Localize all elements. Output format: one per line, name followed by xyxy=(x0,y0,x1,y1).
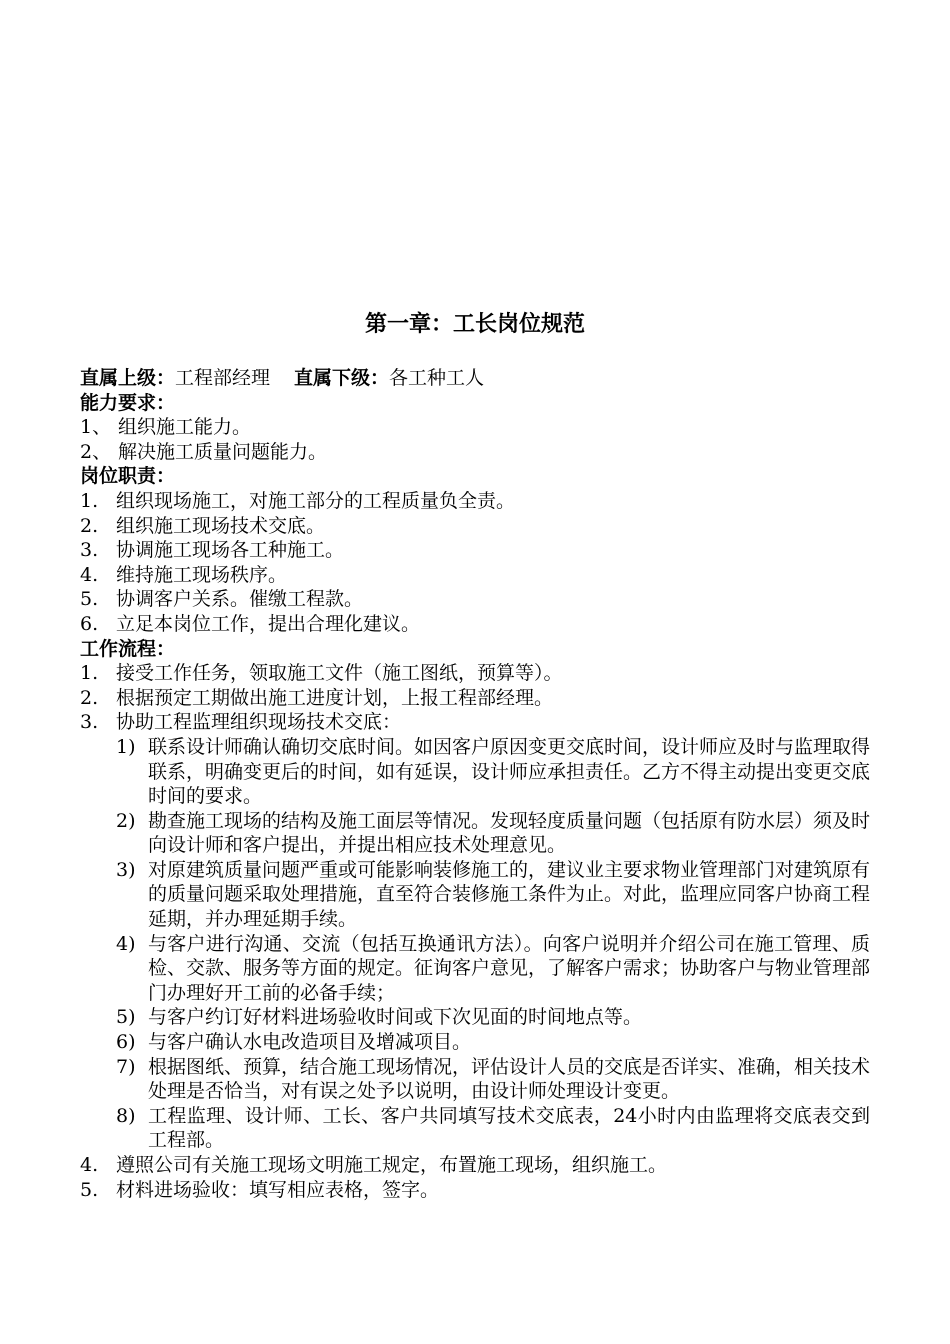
list-item: 2、 解决施工质量问题能力。 xyxy=(80,440,328,463)
page-title: 第一章：工长岗位规范 xyxy=(364,311,585,337)
superior-label: 直属上级： xyxy=(80,367,176,389)
list-item: 2. 根据预定工期做出施工进度计划，上报工程部经理。 xyxy=(80,686,554,709)
sub-list-item: 4) 与客户进行沟通、交流（包括互换通讯方法）。向客户说明并介绍公司在施工管理、质检、交款、服务等方面的规定。征询客户意见，了解客户需求；协助客户与物业管理部门办理好开工前的必备手续； xyxy=(116,932,871,1004)
list-item: 4. 遵照公司有关施工现场文明施工规定，布置施工现场，组织施工。 xyxy=(80,1154,668,1176)
list-item: 5. 材料进场验收：填写相应表格，签字。 xyxy=(80,1178,440,1201)
ability-heading: 能力要求： xyxy=(80,391,176,414)
list-item: 1、 组织施工能力。 xyxy=(80,416,252,439)
sub-list-item: 8) 工程监理、设计师、工长、客户共同填写技术交底表，24小时内由监理将交底表交到工程部。 xyxy=(116,1104,870,1152)
sub-list-item: 3) 对原建筑质量问题严重或可能影响装修施工的，建议业主要求物业管理部门对建筑原有的质量问题采取处理措施，直至符合装修施工条件为止。对此，监理应同客户协商工程延期，并办理延期手续。 xyxy=(116,858,871,931)
subordinate-label: 直属下级： xyxy=(294,367,390,389)
superior-value: 工程部经理 xyxy=(175,367,271,389)
list-item: 3. 协助工程监理组织现场技术交底： xyxy=(80,711,402,734)
sub-list-item: 7) 根据图纸、预算，结合施工现场情况，评估设计人员的交底是否详实、准确，相关技术处理是否恰当，对有误之处予以说明，由设计师处理设计变更。 xyxy=(116,1055,871,1103)
subordinate-value: 各工种工人 xyxy=(389,367,485,389)
list-item: 5. 协调客户关系。催缴工程款。 xyxy=(80,588,364,611)
duties-heading: 岗位职责： xyxy=(80,465,176,488)
list-item: 1. 接受工作任务，领取施工文件（施工图纸，预算等）。 xyxy=(80,662,563,685)
list-item: 6. 立足本岗位工作，提出合理化建议。 xyxy=(80,612,421,635)
list-item: 3. 协调施工现场各工种施工。 xyxy=(80,539,345,562)
list-item: 1. 组织现场施工，对施工部分的工程质量负全责。 xyxy=(80,489,516,512)
list-item: 4. 维持施工现场秩序。 xyxy=(80,563,288,586)
list-item: 2. 组织施工现场技术交底。 xyxy=(80,514,326,537)
sub-list-item: 6) 与客户确认水电改造项目及增减项目。 xyxy=(116,1031,472,1054)
sub-list-item: 1) 联系设计师确认确切交底时间。如因客户原因变更交底时间，设计师应及时与监理取得联系，明确变更后的时间，如有延误，设计师应承担责任。乙方不得主动提出变更交底时间的要求。 xyxy=(116,735,871,808)
sub-list-item: 2) 勘查施工现场的结构及施工面层等情况。发现轻度质量问题（包括原有防水层）须及时向设计师和客户提出，并提出相应技术处理意见。 xyxy=(116,809,871,857)
workflow-heading: 工作流程： xyxy=(80,637,176,660)
sub-list-item: 5) 与客户约订好材料进场验收时间或下次见面的时间地点等。 xyxy=(116,1006,643,1029)
reporting-line xyxy=(80,366,870,391)
document-body xyxy=(80,366,870,1202)
